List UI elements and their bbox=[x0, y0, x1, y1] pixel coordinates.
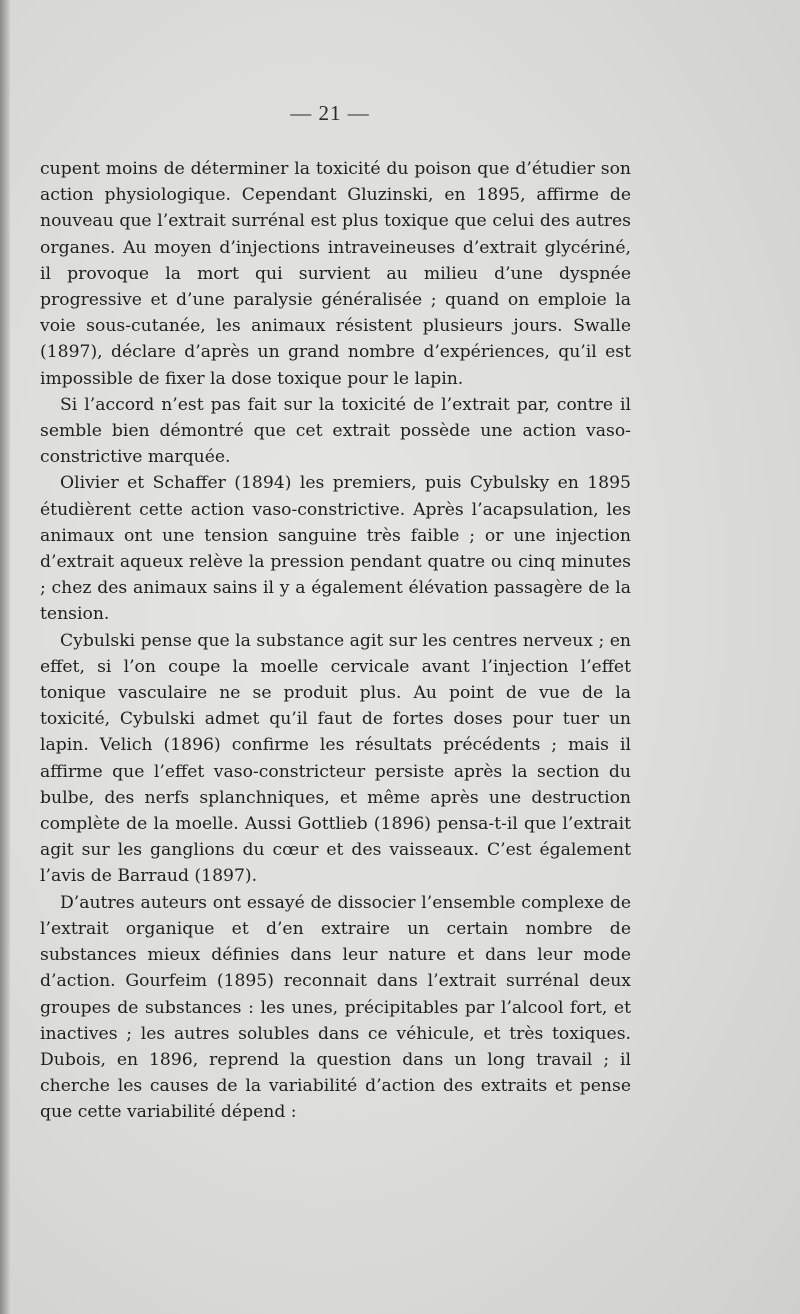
paragraph-1: cupent moins de déterminer la toxicité du poison que d’étudier son action physiologique. Cependant Gluzinski, en 1895, affirme de nouveau que l’extrait surrénal est plus toxique que celui des autres organes. Au moyen d’injections intraveineuses d’extrait glycériné, il provoque la mort qui survient au milieu d’une dyspnée progressive et d’une paralysie généralisée ; quand on emploie la voie sous-cutanée, les animaux résistent plusieurs jours. Swalle (1897), déclare d’après un grand nombre d’expériences, qu’il est impossible de fixer la dose toxique pour le lapin. bbox=[40, 159, 631, 389]
page-edge-shadow bbox=[0, 0, 10, 1314]
paragraph-2: Si l’accord n’est pas fait sur la toxicité de l’extrait par, contre il semble bien démontré que cet extrait possède une action vaso-constrictive marquée. bbox=[40, 394, 631, 468]
body-text bbox=[40, 156, 631, 1126]
page-number: — 21 — bbox=[290, 101, 370, 125]
paragraph-3: Olivier et Schaffer (1894) les premiers, puis Cybulsky en 1895 étudièrent cette action vaso-constrictive. Après l’acapsulation, les animaux ont une tension sanguine très faible ; or une injection d’extrait aqueux relève la pression pendant quatre ou cinq minutes ; chez des animaux sains il y a également élévation passagère de la tension. bbox=[40, 473, 631, 625]
paragraph-4: Cybulski pense que la substance agit sur les centres nerveux ; en effet, si l’on coupe la moelle cervicale avant l’injection l’effet tonique vasculaire ne se produit plus. Au point de vue de la toxicité, Cybulski admet qu’il faut de fortes doses pour tuer un lapin. Velich (1896) confirme les résultats précédents ; mais il affirme que l’effet vaso-constricteur persiste après la section du bulbe, des nerfs splanchniques, et même après une destruction complète de la moelle. Aussi Gottlieb (1896) pensa-t-il que l’extrait agit sur les ganglions du cœur et des vaisseaux. C’est également l’avis de Barraud (1897). bbox=[40, 630, 631, 887]
paragraph-5: D’autres auteurs ont essayé de dissocier l’ensemble complexe de l’extrait organique et d’en extraire un certain nombre de substances mieux définies dans leur nature et dans leur mode d’action. Gourfeim (1895) reconnait dans l’extrait surrénal deux groupes de substances : les unes, précipitables par l’alcool fort, et inactives ; les autres solubles dans ce véhicule, et très toxiques. Dubois, en 1896, reprend la question dans un long travail ; il cherche les causes de la variabilité d’action des extraits et pense que cette variabilité dépend : bbox=[40, 892, 631, 1123]
